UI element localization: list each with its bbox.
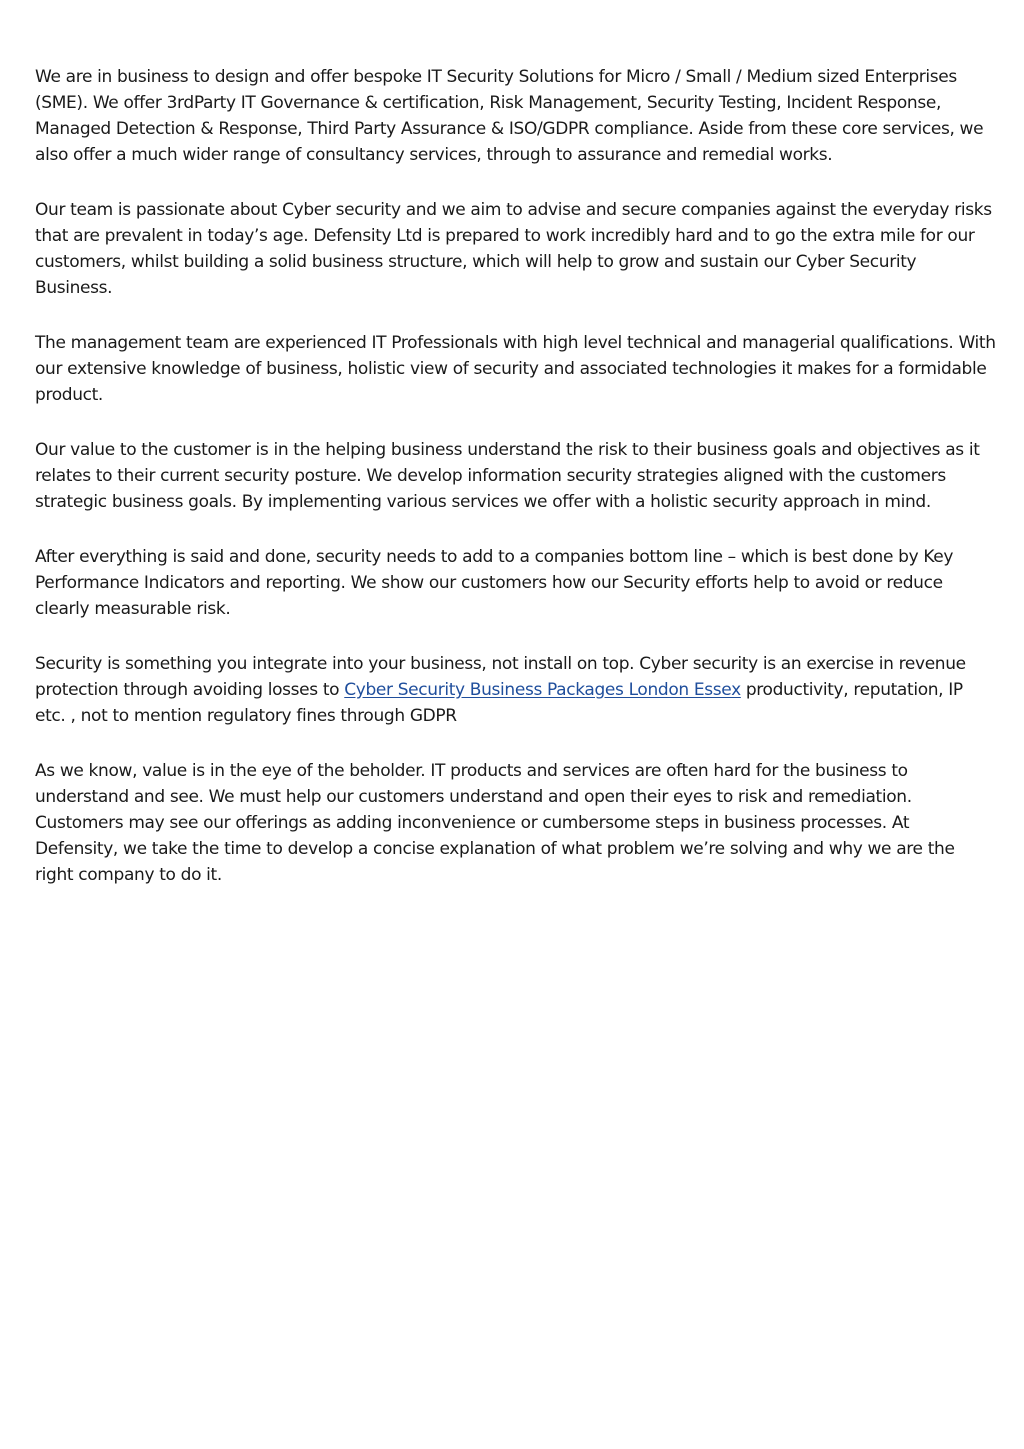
paragraph-integration [35, 651, 997, 729]
paragraph-management: The management team are experienced IT Professionals with high level technical and managerial qualifications. With our extensive knowledge of business, holistic view of security and associated technologies it makes for a formidable product. [35, 333, 996, 405]
paragraph-beholder: As we know, value is in the eye of the beholder. IT products and services are often hard for the business to understand and see. We must help our customers understand and open their eyes to risk and remediation. Customers may see our offerings as adding inconvenience or cumbersome steps in business processes. At Defensity, we take the time to develop a concise explanation of what problem we’re solving and why we are the right company to do it. [35, 761, 955, 885]
paragraph-team: Our team is passionate about Cyber security and we aim to advise and secure companies against the everyday risks that are prevalent in today’s age. Defensity Ltd is prepared to work incredibly hard and to go the extra mile for our customers, whilst building a solid business structure, which will help to grow and sustain our Cyber Security Business. [35, 200, 992, 298]
paragraph-integration-before: Security is something you integrate into your business, not install on top. Cyber security is an exercise in revenue protection through avoiding losses to [35, 654, 966, 700]
document-body [35, 64, 997, 917]
paragraph-value: Our value to the customer is in the helping business understand the risk to their business goals and objectives as it relates to their current security posture. We develop information security strategies aligned with the customers strategic business goals. By implementing various services we offer with a holistic security approach in mind. [35, 440, 980, 512]
cyber-security-packages-link[interactable]: Cyber Security Business Packages London Essex [344, 680, 741, 700]
paragraph-kpi: After everything is said and done, security needs to add to a companies bottom line – which is best done by Key Performance Indicators and reporting. We show our customers how our Security efforts help to avoid or reduce clearly measurable risk. [35, 547, 954, 619]
paragraph-services: We are in business to design and offer bespoke IT Security Solutions for Micro / Small / Medium sized Enterprises (SME). We offer 3rdParty IT Governance & certification, Risk Management, Security Testing, Incident Response, Managed Detection & Response, Third Party Assurance & ISO/GDPR compliance. Aside from these core services, we also offer a much wider range of consultancy services, through to assurance and remedial works. [35, 67, 984, 165]
paragraph-integration-after: productivity, reputation, IP etc. , not to mention regulatory fines through GDPR [35, 680, 963, 726]
